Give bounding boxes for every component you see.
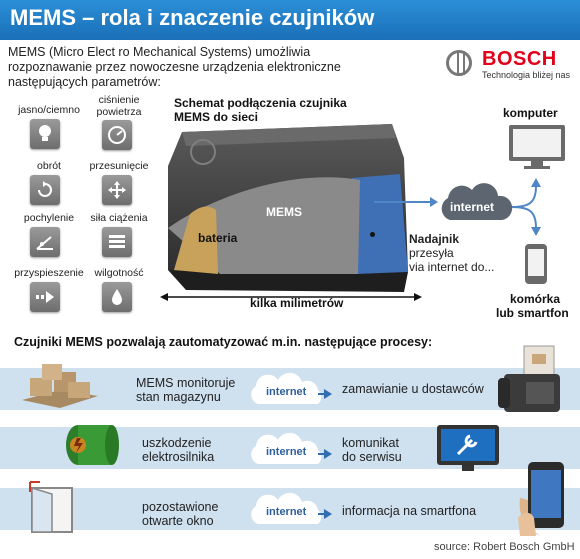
param-label: siła ciążenia bbox=[90, 212, 148, 224]
process-left-line: uszkodzenie bbox=[142, 436, 212, 450]
phone-label-line: lub smartfon bbox=[496, 306, 569, 320]
process-left-line: MEMS monitoruje bbox=[136, 376, 236, 390]
transmitter-dot bbox=[370, 232, 375, 237]
param-label: jasno/ciemno bbox=[18, 104, 80, 116]
intro-line: MEMS (Micro Elect ro Mechanical Systems) umożliwia bbox=[8, 45, 311, 59]
param-label: wilgotność bbox=[94, 267, 144, 279]
acceleration-icon bbox=[30, 282, 60, 312]
page-title: MEMS – rola i znaczenie czujników bbox=[10, 5, 375, 30]
process-cloud-label: internet bbox=[266, 386, 307, 398]
process-right-line: informacja na smartfona bbox=[342, 504, 477, 518]
intro-line: następujących parametrów: bbox=[8, 75, 161, 89]
phone-icon bbox=[524, 243, 548, 285]
process-left-line: elektrosilnika bbox=[142, 450, 215, 464]
open-window-icon bbox=[28, 480, 84, 536]
electric-motor-icon bbox=[64, 420, 120, 470]
drop-icon bbox=[102, 282, 132, 312]
cloud-label: internet bbox=[450, 200, 495, 214]
boxes-on-pallet-icon bbox=[20, 356, 100, 410]
tilt-icon bbox=[30, 227, 60, 257]
brand-tagline: Technologia bliżej nas bbox=[482, 70, 571, 80]
bosch-logo-icon bbox=[446, 50, 472, 76]
process-cloud-label: internet bbox=[266, 446, 307, 458]
transmitter-line: via internet do... bbox=[409, 260, 495, 274]
gravity-icon bbox=[102, 227, 132, 257]
process-right-line: do serwisu bbox=[342, 450, 402, 464]
fax-phone-icon bbox=[496, 344, 566, 414]
process-left-line: stan magazynu bbox=[136, 390, 221, 404]
service-monitor-icon bbox=[436, 424, 500, 474]
rotate-icon bbox=[30, 175, 60, 205]
hand-smartphone-icon bbox=[510, 458, 570, 538]
intro-text bbox=[8, 45, 368, 90]
header-bar bbox=[0, 0, 580, 40]
param-label: przyspieszenie bbox=[14, 267, 84, 279]
process-left-line: pozostawione bbox=[142, 500, 219, 514]
transmitter-line: przesyła bbox=[409, 246, 454, 260]
source-credit: source: Robert Bosch GmbH bbox=[434, 541, 575, 553]
phone-label-line: komórka bbox=[510, 292, 561, 306]
process-right-line: komunikat bbox=[342, 436, 399, 450]
process-cloud-label: internet bbox=[266, 506, 307, 518]
computer-icon bbox=[508, 124, 566, 170]
param-label: pochylenie bbox=[23, 212, 75, 224]
mems-label: MEMS bbox=[266, 205, 302, 219]
move-icon bbox=[102, 175, 132, 205]
dimension-label: kilka milimetrów bbox=[250, 296, 344, 310]
process-left-line: otwarte okno bbox=[142, 514, 214, 528]
param-label: obrót bbox=[37, 160, 61, 172]
param-label-line: powietrza bbox=[96, 106, 142, 118]
brand-name: BOSCH bbox=[482, 48, 557, 70]
gauge-icon bbox=[102, 120, 132, 150]
arrow-to-cloud bbox=[374, 196, 438, 208]
param-label: przesunięcie bbox=[89, 160, 149, 172]
processes-title: Czujniki MEMS pozwalają zautomatyzować m.in. następujące procesy: bbox=[14, 335, 433, 349]
bulb-icon bbox=[30, 119, 60, 149]
schema-title-line: MEMS do sieci bbox=[174, 110, 259, 124]
branch-arrows bbox=[512, 176, 552, 238]
process-right-line: zamawianie u dostawców bbox=[342, 382, 484, 396]
battery-label: bateria bbox=[198, 231, 238, 245]
computer-label: komputer bbox=[503, 106, 558, 120]
schema-title-line: Schemat podłączenia czujnika bbox=[174, 96, 347, 110]
transmitter-label: Nadajnik bbox=[409, 232, 460, 246]
param-label-line: ciśnienie bbox=[98, 94, 140, 106]
intro-line: rozpoznawanie przez nowoczesne urządzenia elektroniczne bbox=[8, 60, 341, 74]
